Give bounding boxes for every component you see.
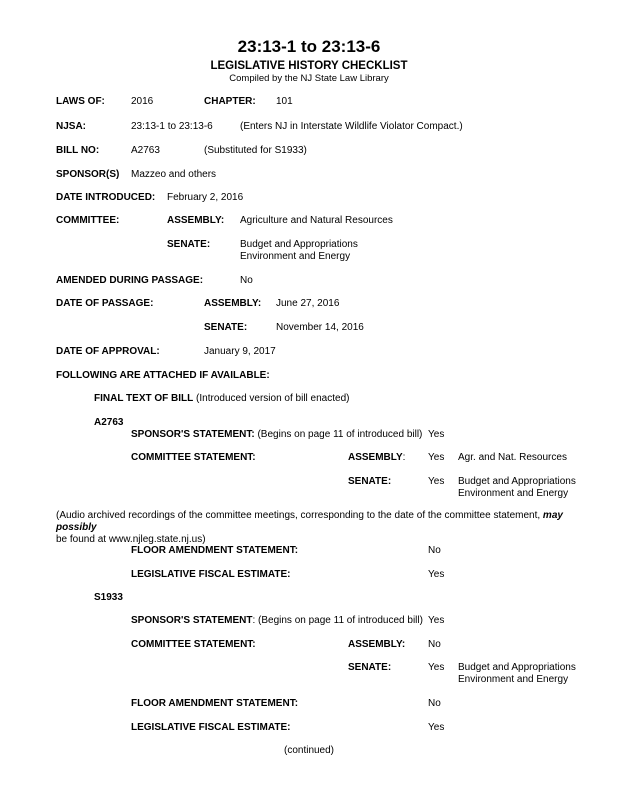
chapter-label: CHAPTER: [204, 96, 256, 107]
date-approval-label: DATE OF APPROVAL: [56, 346, 160, 357]
laws-of-label: LAWS OF: [56, 96, 105, 107]
bill-no-value: A2763 [131, 145, 160, 156]
continued-note: (continued) [283, 745, 335, 756]
a2763-senate-value: Yes [428, 476, 445, 487]
a2763-label: A2763 [94, 417, 124, 428]
passage-assembly-value: June 27, 2016 [276, 298, 340, 309]
a2763-senate-label: SENATE: [348, 476, 392, 487]
a2763-assembly-committee: Agr. and Nat. Resources [458, 452, 567, 463]
s1933-senate-committee-2: Environment and Energy [458, 674, 569, 685]
committee-assembly-value: Agriculture and Natural Resources [240, 215, 393, 226]
audio-emphasis: may possibly [56, 510, 563, 533]
final-text-label: FINAL TEXT OF BILL [94, 393, 194, 404]
page-title: 23:13-1 to 23:13-6 [237, 37, 381, 56]
final-text-note: (Introduced version of bill enacted) [196, 393, 350, 404]
a2763-assembly-colon: : [402, 452, 406, 463]
s1933-fiscal-estimate-value: Yes [428, 722, 445, 733]
date-approval-value: January 9, 2017 [204, 346, 276, 357]
compiled-by: Compiled by the NJ State Law Library [229, 73, 389, 84]
committee-assembly-label: ASSEMBLY: [167, 215, 225, 226]
amended-label: AMENDED DURING PASSAGE: [56, 275, 204, 286]
a2763-senate-committee-2: Environment and Energy [458, 488, 569, 499]
a2763-fiscal-estimate-value: Yes [428, 569, 445, 580]
njsa-note: (Enters NJ in Interstate Wildlife Violator Compact.) [240, 121, 463, 132]
passage-assembly-label: ASSEMBLY: [204, 298, 262, 309]
page-subtitle: LEGISLATIVE HISTORY CHECKLIST [210, 60, 408, 72]
s1933-senate-value: Yes [428, 662, 445, 673]
s1933-sponsor-statement-note: : (Begins on page 11 of introduced bill) [252, 615, 423, 626]
a2763-fiscal-estimate-label: LEGISLATIVE FISCAL ESTIMATE: [131, 569, 291, 580]
date-introduced-value: February 2, 2016 [167, 192, 244, 203]
s1933-assembly-label: ASSEMBLY: [348, 639, 406, 650]
s1933-sponsor-statement-label: SPONSOR'S STATEMENT [131, 615, 253, 626]
audio-archive-note [56, 510, 601, 546]
a2763-sponsor-statement-value: Yes [428, 429, 445, 440]
njsa-value: 23:13-1 to 23:13-6 [131, 121, 213, 132]
a2763-floor-amendment-value: No [428, 545, 441, 556]
s1933-floor-amendment-label: FLOOR AMENDMENT STATEMENT: [131, 698, 299, 709]
audio-line-1: (Audio archived recordings of the committee meetings, corresponding to the date of the committee statement, [56, 510, 541, 521]
sponsor-label: SPONSOR(S) [56, 169, 120, 180]
s1933-label: S1933 [94, 592, 123, 603]
a2763-assembly-row [348, 452, 405, 464]
s1933-committee-statement-label: COMMITTEE STATEMENT: [131, 639, 256, 650]
s1933-sponsor-statement-value: Yes [428, 615, 445, 626]
a2763-committee-statement-label: COMMITTEE STATEMENT: [131, 452, 256, 463]
s1933-senate-label: SENATE: [348, 662, 392, 673]
a2763-sponsor-statement-note: (Begins on page 11 of introduced bill) [257, 429, 423, 440]
laws-of-value: 2016 [131, 96, 154, 107]
attached-heading: FOLLOWING ARE ATTACHED IF AVAILABLE: [56, 370, 270, 381]
a2763-sponsor-statement-row [131, 429, 422, 441]
chapter-value: 101 [276, 96, 293, 107]
a2763-assembly-label: ASSEMBLY [348, 452, 403, 463]
s1933-senate-committee-1: Budget and Appropriations [458, 662, 576, 673]
a2763-sponsor-statement-label: SPONSOR'S STATEMENT: [131, 429, 255, 440]
bill-no-label: BILL NO: [56, 145, 100, 156]
a2763-floor-amendment-label: FLOOR AMENDMENT STATEMENT: [131, 545, 299, 556]
s1933-sponsor-statement-row [131, 615, 423, 627]
bill-no-note: (Substituted for S1933) [204, 145, 307, 156]
date-introduced-label: DATE INTRODUCED: [56, 192, 156, 203]
s1933-floor-amendment-value: No [428, 698, 441, 709]
passage-senate-label: SENATE: [204, 322, 248, 333]
committee-senate-value-1: Budget and Appropriations [240, 239, 358, 250]
a2763-assembly-value: Yes [428, 452, 445, 463]
committee-label: COMMITTEE: [56, 215, 120, 226]
s1933-fiscal-estimate-label: LEGISLATIVE FISCAL ESTIMATE: [131, 722, 291, 733]
committee-senate-value-2: Environment and Energy [240, 251, 351, 262]
sponsor-value: Mazzeo and others [131, 169, 217, 180]
committee-senate-label: SENATE: [167, 239, 211, 250]
a2763-senate-committee-1: Budget and Appropriations [458, 476, 576, 487]
final-text-row [94, 393, 349, 405]
passage-senate-value: November 14, 2016 [276, 322, 364, 333]
date-passage-label: DATE OF PASSAGE: [56, 298, 154, 309]
audio-line-2: be found at www.njleg.state.nj.us) [56, 534, 206, 545]
s1933-assembly-value: No [428, 639, 441, 650]
njsa-label: NJSA: [56, 121, 87, 132]
amended-value: No [240, 275, 253, 286]
